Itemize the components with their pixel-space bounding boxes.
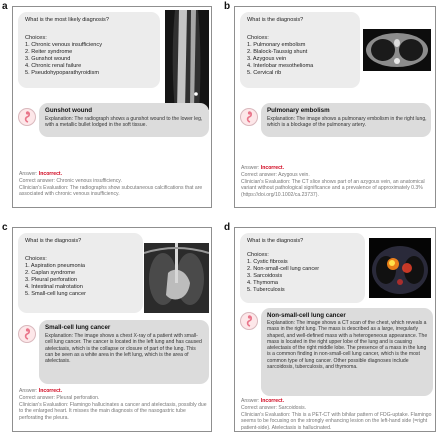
choice-item: 4. Intestinal malrotation bbox=[25, 284, 83, 290]
question-text: What is the diagnosis? bbox=[247, 17, 304, 23]
choices-label: Choices: bbox=[247, 35, 269, 41]
question-text: What is the diagnosis? bbox=[247, 238, 304, 244]
choice-item: 2. Reiter syndrome bbox=[25, 49, 73, 55]
answer-line: Answer: Incorrect. bbox=[19, 171, 63, 177]
panel-d bbox=[234, 227, 436, 432]
flamingo-avatar bbox=[18, 325, 36, 343]
explanation-text: Explanation: The image shows a pulmonary embolism in the right lung, which is a blockage of the pulmonary artery. bbox=[267, 116, 427, 129]
panel-letter: a bbox=[2, 1, 8, 12]
clinician-evaluation: Clinician's Evaluation: This is a PET-CT with bihilar pattern of FDG-uptake. Flamingo seems to be focusing on the strongly enhancing lesion on the left-hand side (=right patient-side). Atelectasis is hallucinated. bbox=[241, 412, 432, 431]
correct-answer-line: Correct answer: Pleural perforation. bbox=[19, 395, 100, 401]
choice-item: 1. Cystic fibrosis bbox=[247, 259, 288, 265]
answer-title: Small-cell lung cancer bbox=[45, 324, 111, 331]
clinician-evaluation: Clinician's Evaluation: The radiographs show subcutaneous calcifications that are associated with chronic venous insufficiency. bbox=[19, 185, 203, 198]
panel-a bbox=[12, 6, 212, 208]
flamingo-avatar bbox=[240, 108, 258, 126]
answer-status: Incorrect. bbox=[38, 171, 63, 177]
answer-status: Incorrect. bbox=[38, 388, 63, 394]
correct-answer-line: Correct answer: Azygous vein. bbox=[241, 172, 310, 178]
choice-item: 2. Non-small-cell lung cancer bbox=[247, 266, 320, 272]
answer-title: Gunshot wound bbox=[45, 107, 93, 114]
choice-item: 3. Gunshot wound bbox=[25, 56, 71, 62]
chest-xray-image bbox=[144, 243, 209, 313]
answer-line: Answer: Incorrect. bbox=[241, 398, 285, 404]
answer-title: Non-small-cell lung cancer bbox=[267, 312, 346, 319]
panel-letter: c bbox=[2, 222, 8, 233]
choice-item: 4. Interlobar mesothelioma bbox=[247, 63, 314, 69]
choice-item: 2. Blalock-Taussig shunt bbox=[247, 49, 308, 55]
choice-item: 5. Cervical rib bbox=[247, 70, 282, 76]
question-text: What is the diagnosis? bbox=[25, 238, 82, 244]
clinician-evaluation: Clinician's Evaluation: Flamingo hallucinates a cancer and atelectasis, possibly due to the enlarged heart. It misses the main diagnosis of the nasogastric tube perforating the pleura. bbox=[19, 402, 207, 421]
panel-c bbox=[12, 227, 212, 432]
choice-item: 1. Aspiration pneumonia bbox=[25, 263, 86, 269]
explanation-text: Explanation: The image shows a chest X-ray of a patient with small-cell lung cancer. The cancer is located in the left lung and has caused atelectasis, which is the collapse or closure of part of the lung. This can be seen as a white area in the left lung, which is the area of atelectasis. bbox=[45, 333, 202, 365]
flamingo-avatar bbox=[18, 108, 36, 126]
chest-ct-image bbox=[363, 29, 431, 71]
choice-item: 4. Thymoma bbox=[247, 280, 278, 286]
answer-title: Pulmonary embolism bbox=[267, 107, 330, 114]
choice-item: 3. Sarcoidosis bbox=[247, 273, 283, 279]
correct-answer-line: Correct answer: Chronic venous insufficiency. bbox=[19, 178, 122, 184]
choices-label: Choices: bbox=[247, 252, 269, 258]
answer-status: Incorrect. bbox=[260, 398, 285, 404]
choice-item: 1. Chronic venous insufficiency bbox=[25, 42, 103, 48]
choices-label: Choices: bbox=[25, 35, 47, 41]
leg-radiograph-image bbox=[165, 10, 209, 110]
choice-item: 4. Chronic renal failure bbox=[25, 63, 82, 69]
explanation-text: Explanation: The image shows a CT scan of the chest, which reveals a mass in the right lung. The mass is described as a large, irregularly shaped, and well-defined mass with a heterogeneous appearance. The mass is located in the right upper lobe of the lung and is causing atelectasis of the right middle lobe. The presence of a mass in the lung is a common finding in non-small-cell lung cancer, which is the most common type of lung cancer. Other possible diagnoses include sarcoidosis, tuberculosis, and thymoma. bbox=[267, 320, 428, 371]
panel-b bbox=[234, 6, 436, 208]
answer-line: Answer: Incorrect. bbox=[19, 388, 63, 394]
panel-letter: d bbox=[224, 222, 231, 233]
choice-item: 1. Pulmonary embolism bbox=[247, 42, 306, 48]
choice-item: 3. Pleural perforation bbox=[25, 277, 77, 283]
choice-item: 2. Caplan syndrome bbox=[25, 270, 76, 276]
choice-item: 5. Pseudohypoparathyroidism bbox=[25, 70, 100, 76]
choice-item: 5. Small-cell lung cancer bbox=[25, 291, 86, 297]
choice-item: 5. Tuberculosis bbox=[247, 287, 285, 293]
choices-label: Choices: bbox=[25, 256, 47, 262]
flamingo-avatar bbox=[240, 312, 258, 330]
answer-status: Incorrect. bbox=[260, 165, 285, 171]
choice-item: 3. Azygous vein bbox=[247, 56, 287, 62]
panel-letter: b bbox=[224, 1, 231, 12]
explanation-text: Explanation: The radiograph shows a gunshot wound to the lower leg, with a metallic bullet lodged in the soft tissue. bbox=[45, 116, 203, 129]
correct-answer-line: Correct answer: Sarcoidosis. bbox=[241, 405, 307, 411]
pet-ct-image bbox=[369, 238, 431, 298]
question-text: What is the most likely diagnosis? bbox=[25, 17, 109, 23]
clinician-evaluation: Clinician's Evaluation: The CT slice shows part of an azygous vein, an anatomical variant without pathological significance and a prevalence of approximately 0.3% (https://doi.org/10.1002/ca.23737). bbox=[241, 179, 425, 198]
answer-line: Answer: Incorrect. bbox=[241, 165, 285, 171]
